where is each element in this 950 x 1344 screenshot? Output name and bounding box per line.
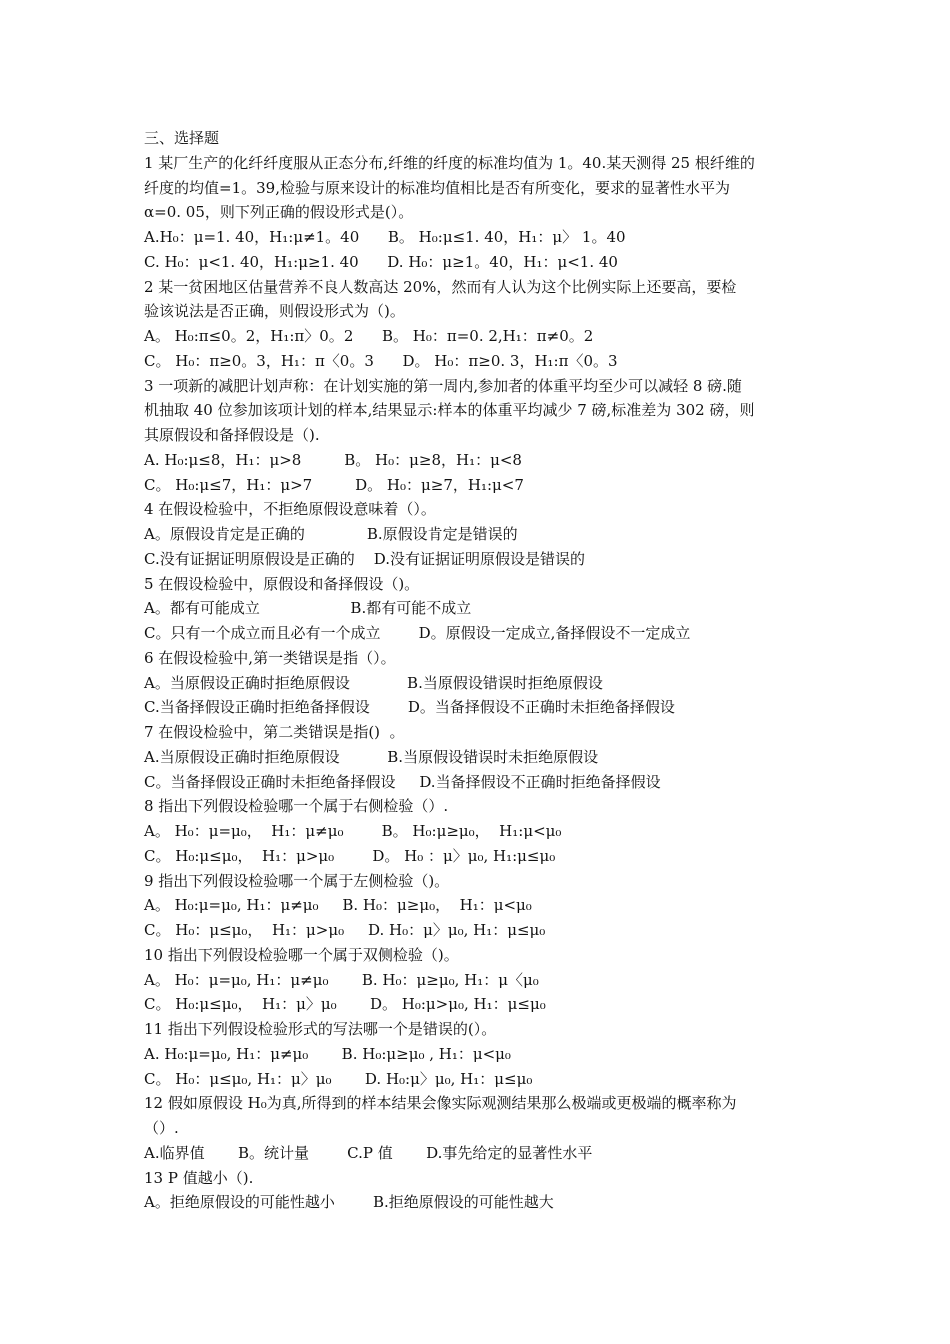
text-line: α=0. 05，则下列正确的假设形式是(）。	[144, 203, 414, 222]
text-line: C.当备择假设正确时拒绝备择假设 D。当备择假设不正确时未拒绝备择假设	[144, 698, 675, 717]
text-line: 纤度的均值=1。39,检验与原来设计的标准均值相比是否有所变化，要求的显著性水平为	[144, 178, 730, 197]
text-line: 6 在假设检验中,第一类错误是指（）。	[144, 648, 396, 667]
text-line: C。 H₀：μ≤μ₀, H₁：μ〉μ₀ D. H₀:μ〉μ₀, H₁：μ≤μ₀	[144, 1069, 533, 1088]
text-line: 4 在假设检验中，不拒绝原假设意味着（）。	[144, 500, 436, 519]
text-line: C。只有一个成立而且必有一个成立 D。原假设一定成立,备择假设不一定成立	[144, 624, 691, 642]
text-line: A.当原假设正确时拒绝原假设 B.当原假设错误时未拒绝原假设	[144, 747, 599, 766]
text-line: A。 H₀:π≤0。2，H₁:π〉0。2 B。 H₀：π=0. 2,H₁：π≠0。2	[144, 327, 594, 345]
text-line: 9 指出下列假设检验哪一个属于左侧检验（)。	[144, 871, 450, 890]
text-line: A。 H₀:μ=μ₀, H₁：μ≠μ₀ B. H₀：μ≥μ₀， H₁：μ<μ₀	[144, 896, 532, 915]
text-line: 1 某厂生产的化纤纤度服从正态分布,纤维的纤度的标准均值为 1。40.某天测得 25 根纤维的	[144, 153, 755, 172]
text-line: C。 H₀:μ≤μ₀， H₁：μ〉μ₀ D。 H₀:μ>μ₀, H₁：μ≤μ₀	[144, 995, 546, 1014]
text-line: 7 在假设检验中，第二类错误是指() 。	[144, 723, 405, 741]
text-line: 10 指出下列假设检验哪一个属于双侧检验（)。	[144, 945, 459, 964]
text-line: C。 H₀：π≥0。3，H₁：π〈0。3 D。 H₀：π≥0. 3，H₁:π〈0。3	[144, 351, 618, 370]
text-line: A。原假设肯定是正确的 B.原假设肯定是错误的	[144, 525, 518, 543]
question-list	[144, 151, 814, 1215]
text-line: A。 H₀：μ=μ₀, H₁：μ≠μ₀ B. H₀：μ≥μ₀, H₁：μ〈μ₀	[144, 970, 539, 989]
section-title: 三、选择题	[144, 129, 220, 147]
text-line: 8 指出下列假设检验哪一个属于右侧检验（）.	[144, 797, 449, 816]
text-line: C。 H₀：μ≤μ₀， H₁：μ>μ₀ D. H₀：μ〉μ₀, H₁：μ≤μ₀	[144, 921, 546, 939]
text-line: 其原假设和备择假设是（).	[144, 426, 320, 444]
text-line: A。都有可能成立 B.都有可能不成立	[144, 599, 472, 618]
text-line: 12 假如原假设 H₀为真,所得到的样本结果会像实际观测结果那么极端或更极端的概率称为	[144, 1094, 737, 1113]
document-page	[144, 126, 814, 1215]
text-line: A. H₀:μ=μ₀, H₁：μ≠μ₀ B. H₀:μ≥μ₀ , H₁：μ<μ₀	[144, 1044, 511, 1063]
text-line: 机抽取 40 位参加该项计划的样本,结果显示:样本的体重平均减少 7 磅,标准差为 302 磅，则	[144, 401, 755, 420]
text-line: A。拒绝原假设的可能性越小 B.拒绝原假设的可能性越大	[144, 1193, 554, 1212]
text-line: A. H₀:μ≤8，H₁：μ>8 B。 H₀：μ≥8，H₁：μ<8	[144, 450, 522, 469]
text-line: A。当原假设正确时拒绝原假设 B.当原假设错误时拒绝原假设	[144, 673, 603, 692]
text-line: C.没有证据证明原假设是正确的 D.没有证据证明原假设是错误的	[144, 549, 586, 568]
text-line: C。 H₀:μ≤μ₀， H₁：μ>μ₀ D。 H₀ ：μ〉μ₀, H₁:μ≤μ₀	[144, 846, 556, 865]
text-line: 3 一项新的减肥计划声称：在计划实施的第一周内,参加者的体重平均至少可以减轻 8 磅.随	[144, 376, 742, 395]
text-line: C. H₀：μ<1. 40，H₁:μ≥1. 40 D. H₀：μ≥1。40，H₁：μ<1. 40	[144, 252, 618, 271]
text-line: 2 某一贫困地区估量营养不良人数高达 20%，然而有人认为这个比例实际上还要高，要检	[144, 277, 737, 296]
text-line: 验该说法是否正确，则假设形式为（)。	[144, 302, 405, 321]
text-line: A.临界值 B。统计量 C.P 值 D.事先给定的显著性水平	[144, 1143, 593, 1162]
text-line: 11 指出下列假设检验形式的写法哪一个是错误的(）。	[144, 1020, 497, 1038]
text-line: C。 H₀:μ≤7，H₁：μ>7 D。 H₀：μ≥7，H₁:μ<7	[144, 475, 524, 494]
text-line: 13 P 值越小（).	[144, 1168, 254, 1187]
text-line: （）.	[144, 1119, 179, 1137]
text-line: C。当备择假设正确时未拒绝备择假设 D.当备择假设不正确时拒绝备择假设	[144, 772, 661, 791]
text-line: A.H₀：μ=1. 40，H₁:μ≠1。40 B。 H₀:μ≤1. 40，H₁：μ〉 1。40	[144, 228, 626, 246]
text-line: 5 在假设检验中，原假设和备择假设（)。	[144, 574, 420, 593]
text-line: A。 H₀：μ=μ₀， H₁：μ≠μ₀ B。 H₀:μ≥μ₀， H₁:μ<μ₀	[144, 822, 562, 840]
